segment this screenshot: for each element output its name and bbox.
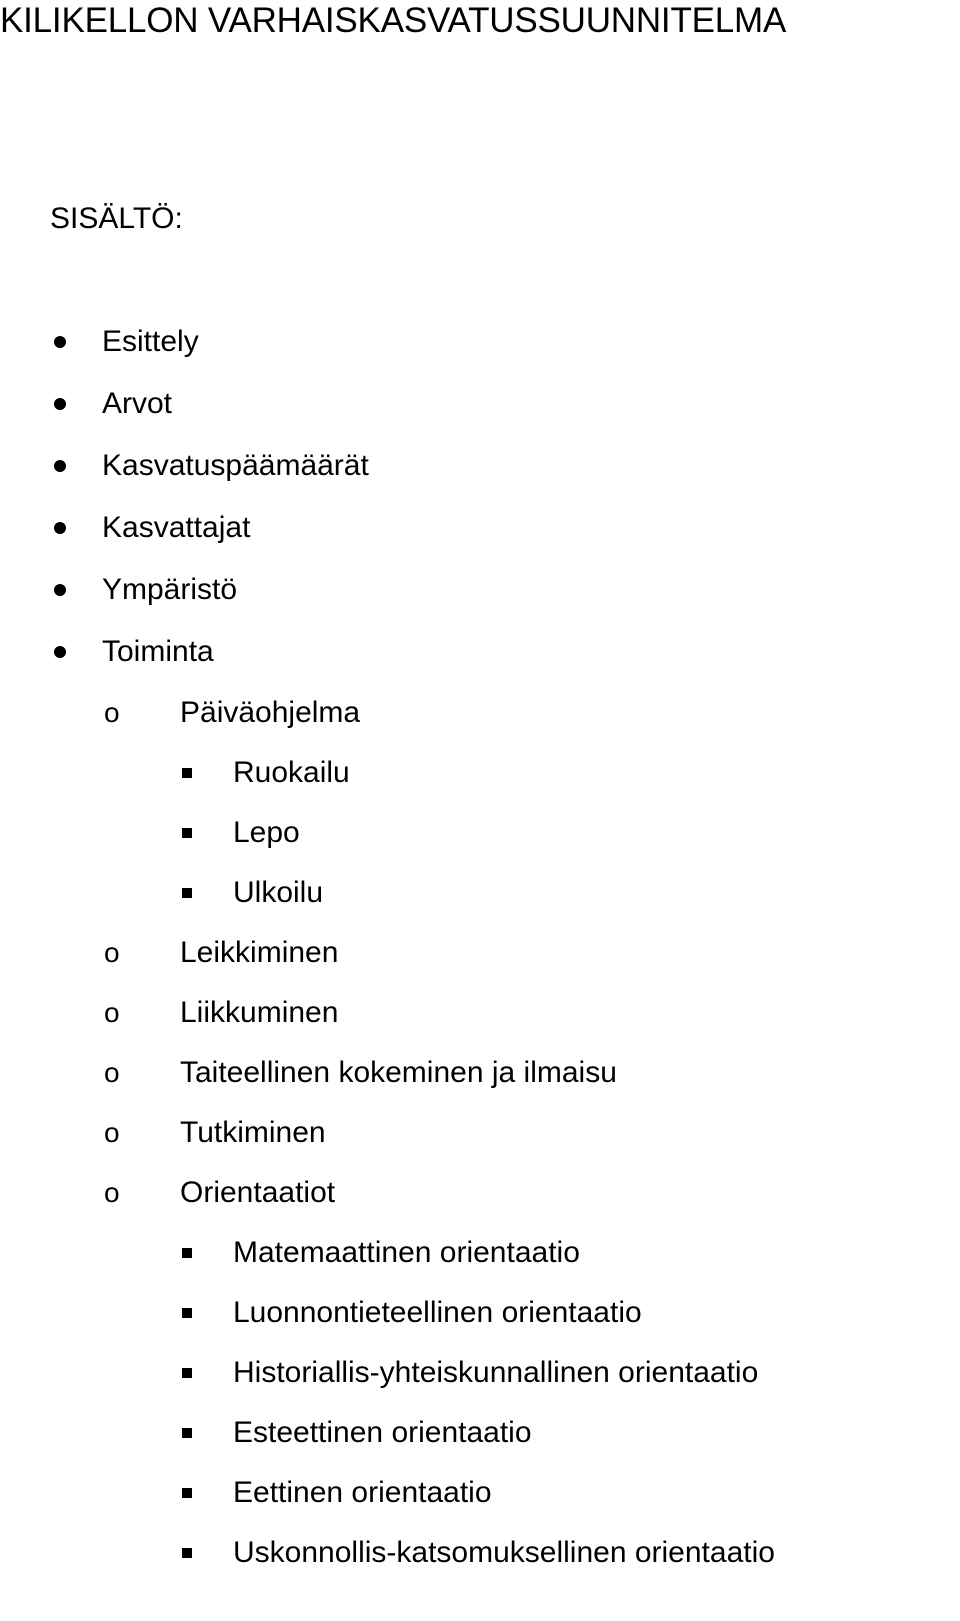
list-item-label: Uskonnollis-katsomuksellinen orientaatio [233, 1536, 775, 1569]
list-item-label: Eettinen orientaatio [233, 1476, 492, 1509]
contents-heading: SISÄLTÖ: [50, 202, 183, 235]
list-item-label: Ympäristö [102, 573, 238, 606]
list-item-label: Tutkiminen [180, 1116, 326, 1149]
bullet-circle-icon: o [104, 1117, 120, 1148]
bullet-dot-icon [54, 336, 66, 348]
list-item-label: Päiväohjelma [180, 696, 361, 729]
bullet-square-icon [182, 1248, 192, 1258]
bullet-square-icon [182, 1368, 192, 1378]
list-item-label: Esittely [102, 325, 199, 358]
list-item-label: Leikkiminen [180, 936, 339, 969]
list-item-label: Lepo [233, 816, 300, 849]
list-item-label: Ulkoilu [233, 876, 324, 909]
bullet-dot-icon [54, 584, 66, 596]
list-item-label: Toiminta [102, 635, 214, 668]
list-item-label: Arvot [102, 387, 173, 420]
bullet-square-icon [182, 1428, 192, 1438]
list-item-label: Matemaattinen orientaatio [233, 1236, 580, 1269]
list-item-label: Taiteellinen kokeminen ja ilmaisu [180, 1056, 617, 1089]
bullet-square-icon [182, 828, 192, 838]
list-item-label: Historiallis-yhteiskunnallinen orientaatio [233, 1356, 759, 1389]
bullet-dot-icon [54, 398, 66, 410]
list-item-label: Esteettinen orientaatio [233, 1416, 532, 1449]
bullet-dot-icon [54, 646, 66, 658]
bullet-circle-icon: o [104, 1057, 120, 1088]
list-item-label: Luonnontieteellinen orientaatio [233, 1296, 642, 1329]
bullet-square-icon [182, 1548, 192, 1558]
bullet-square-icon [182, 768, 192, 778]
bullet-circle-icon: o [104, 997, 120, 1028]
bullet-square-icon [182, 1308, 192, 1318]
bullet-circle-icon: o [104, 697, 120, 728]
bullet-circle-icon: o [104, 937, 120, 968]
document-title: KILIKELLON VARHAISKASVATUSSUUNNITELMA [0, 1, 787, 40]
list-item-label: Liikkuminen [180, 996, 339, 1029]
bullet-circle-icon: o [104, 1177, 120, 1208]
bullet-square-icon [182, 888, 192, 898]
list-item-label: Orientaatiot [180, 1176, 336, 1209]
list-item-label: Ruokailu [233, 756, 350, 789]
list-item-label: Kasvattajat [102, 511, 251, 544]
list-item-label: Kasvatuspäämäärät [102, 449, 369, 482]
bullet-dot-icon [54, 522, 66, 534]
bullet-dot-icon [54, 460, 66, 472]
bullet-square-icon [182, 1488, 192, 1498]
